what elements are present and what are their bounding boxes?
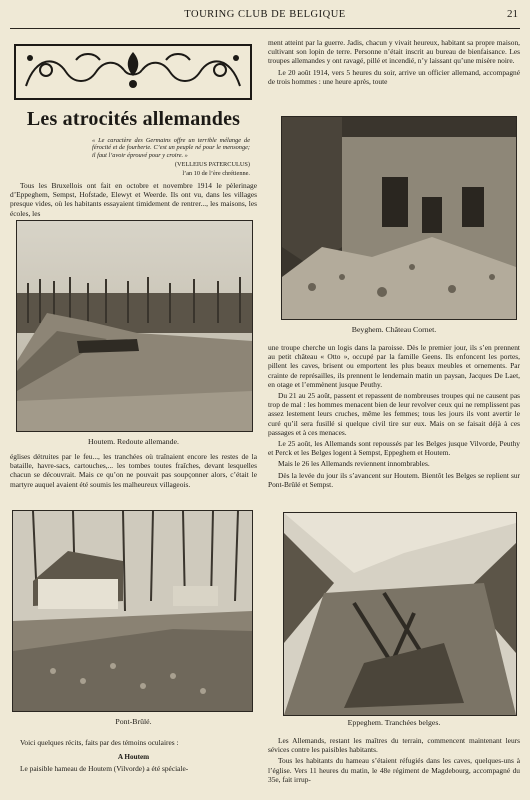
caption-pont-brule: Pont-Brûlé. <box>115 717 152 726</box>
decorative-ornament <box>14 44 252 100</box>
article-title: Les atrocités allemandes <box>26 108 241 130</box>
caption-beyghem: Beyghem. Château Cornet. <box>351 325 437 334</box>
paragraph: Le 25 août, les Allemands sont repoussés par les Belges jusque Vilvorde, Peuthy et Perck et les Belges logent à Sempst, Eppeghem et Houtem. <box>268 439 520 458</box>
right-column-bottom <box>268 736 520 786</box>
paragraph: une troupe cherche un logis dans la paroisse. Dès le premier jour, ils s’en prennent au petit château « Otto », occupé par la famille Geens. Ils enfoncent les portes, pillent les caves, brisent ou emportent les plus beaux meubles et ornements. Par crainte de représailles, ils prennent le lendemain matin un paysan, Jacques De Laet, en otage et l’emmènent jusque Peuthy. <box>268 343 520 389</box>
paragraph: Le paisible hameau de Houtem (Vilvorde) a été spéciale- <box>20 764 189 774</box>
caption-eppeghem: Eppeghem. Tranchées belges. <box>347 718 441 727</box>
page-header <box>10 6 520 29</box>
running-title: TOURING CLUB DE BELGIQUE <box>184 9 346 20</box>
paragraph: Du 21 au 25 août, passent et repassent de nombreuses troupes qui ne causent pas trop de mal : les hommes menacent bien de leur revolver ceux qui ne remplissent pas assez lestement leurs cruches, même les femmes; tous les jours ils vont avertir le curé qu’il sera fusillé si quelque civil tire sur eux. Mais on se faisait déjà à ces passages et à ces menaces. <box>268 391 520 437</box>
photo-beyghem-chateau <box>281 116 517 320</box>
paragraph: Mais le 26 les Allemands reviennent innombrables. <box>278 459 430 469</box>
paragraph: Tous les habitants du hameau s’étaient réfugiés dans les caves, quelques-uns à l’église. Vers 11 heures du matin, le 48e régiment de Magdebourg, accompagné du 35e, fait irrup- <box>268 756 520 784</box>
paragraph: Les Allemands, restant les maîtres du terrain, commencent maintenant leurs sévices contre les paisibles habitants. <box>268 736 520 755</box>
section-subhead: A Houtem <box>117 753 150 762</box>
left-column-middle <box>10 452 257 491</box>
paragraph: Dès la levée du jour ils s’avancent sur Houtem. Bientôt les Belges se replient sur Pont-Brûlé et Sempst. <box>268 470 520 489</box>
paragraph: ment atteint par la guerre. Jadis, chacun y vivait heureux, habitant sa propre maison, cultivant son lopin de terre. Personne n’était inscrit au bureau de bienfaisance. Les troupes allemandes y ont ravagé, pillé et incendié, n’y laissant qu’une misère noire. <box>268 38 520 66</box>
epigraph-source-date: l’an 10 de l’ère chrétienne. <box>182 170 250 178</box>
paragraph: Le 20 août 1914, vers 5 heures du soir, arrive un officier allemand, accompagné de trois hommes : une heure après, toute <box>268 67 520 86</box>
paragraph: Voici quelques récits, faits par des témoins oculaires : <box>20 738 179 747</box>
paragraph: églises détruites par le feu..., les tranchées où traînaient encore les restes de la bataille, havre-sacs, cartouches,... les tombes toutes fraîches, devant lesquelles chacun se découvrait. Mais ce qu’on ne pouvait pas soupçonner alors, c’était le martyre auquel avaient été soumis les malheureux villageois. <box>10 452 257 489</box>
right-column-middle <box>268 343 520 491</box>
page-number: 21 <box>507 8 518 20</box>
caption-houtem: Houtem. Redoute allemande. <box>88 437 179 446</box>
photo-houtem-redoubt <box>16 220 253 432</box>
epigraph-source: (VELLEIUS PATERCULUS) <box>174 160 250 168</box>
paragraph: Tous les Bruxellois ont fait en octobre et novembre 1914 le pèlerinage d’Eppeghem, Sempst, Hofstade, Elewyt et Weerde. Ils ont vu, dans les villages presque vides, où les habitants essayaient timidement de rentrer..., les maisons, les écoles, les <box>10 181 257 218</box>
epigraph-quote: « Le caractère des Germains offre un terrible mélange de férocité et de fourberie. C’est un peuple né pour le mensonge; il faut l’avoir éprouvé pour y croire. » <box>92 137 250 159</box>
left-column-intro <box>10 181 257 220</box>
photo-eppeghem-trenches <box>283 512 517 716</box>
right-column-top <box>268 38 520 88</box>
left-column-bottom <box>10 738 257 776</box>
photo-pont-brule <box>12 510 253 712</box>
epigraph <box>92 137 250 177</box>
